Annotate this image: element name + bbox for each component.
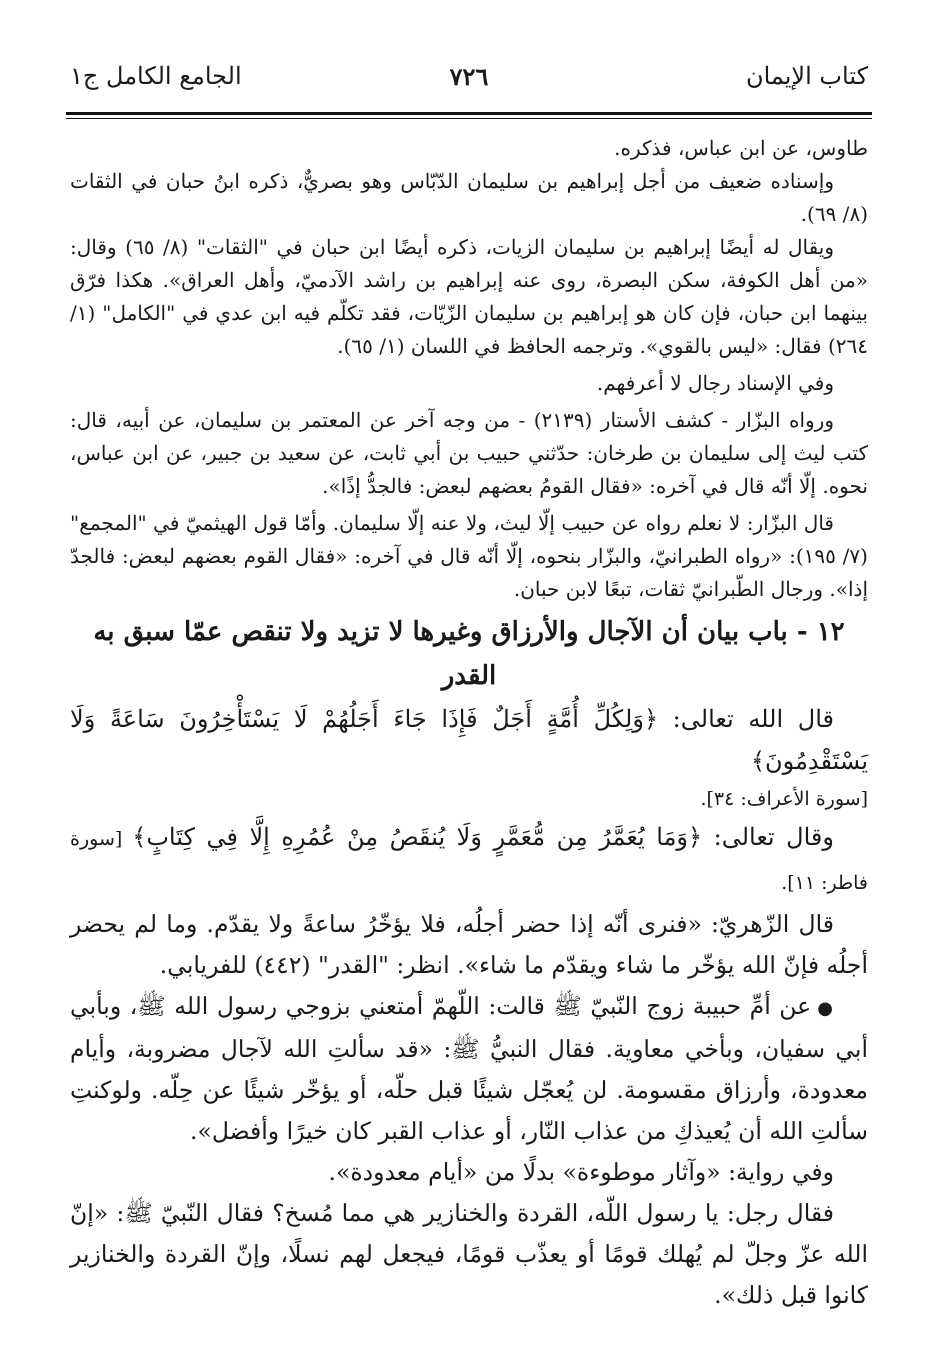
page-number: ٧٢٦ bbox=[449, 62, 489, 91]
chapter-heading: ١٢ - باب بيان أن الآجال والأرزاق وغيرها لا تزيد ولا تنقص عمّا سبق به القدر bbox=[93, 617, 845, 691]
footnote-paragraph: ورواه البزّار - كشف الأستار (٢١٣٩) - من وجه آخر عن المعتمر بن سليمان، عن أبيه، قال: كتب ليث إلى سليمان بن طرخان: حدّثني حبيب بن أبي ثابت، عن سعيد بن جبير، عن ابن عباس، نحوه. إلّا أنّه قال في آخره: «فقال القومُ بعضهم لبعض: فالجدُّ إذًا». bbox=[70, 408, 868, 498]
footnote-paragraph: قال البزّار: لا نعلم رواه عن حبيب إلّا ليث، ولا عنه إلّا سليمان. وأمّا قول الهيثميّ في "المجمع" (٧/ ١٩٥): «رواه الطبرانيّ، والبزّار بنحوه، إلّا أنّه قال في آخره: «فقال القوم بعضهم لبعض: فالجدّ إذا». ورجال الطّبرانيّ ثقات، تبعًا لابن حبان. bbox=[70, 511, 868, 601]
footnote-paragraph: وفي الإسناد رجال لا أعرفهم. bbox=[596, 371, 834, 395]
footnote-paragraph: طاوس، عن ابن عباس، فذكره. bbox=[614, 136, 868, 160]
footnote-paragraph: وإسناده ضعيف من أجل إبراهيم بن سليمان الدّبّاس وهو بصريٌّ، ذكره ابنُ حبان في الثقات (٨/ ٦٩). bbox=[70, 169, 868, 226]
book-title: الجامع الكامل ج١ bbox=[70, 62, 242, 90]
hadith-paragraph bbox=[70, 986, 868, 1152]
book-section-title: كتاب الإيمان bbox=[745, 62, 868, 90]
page-header bbox=[70, 62, 868, 102]
commentary-paragraph: قال الزّهريّ: «فنرى أنّه إذا حضر أجلُه، فلا يؤخّرُ ساعةً ولا يقدّم. وما لم يحضر أجلُه فإنّ الله يؤخّر ما شاء ويقدّم ما شاء». انظر: "القدر" (٤٤٢) للفريابي. bbox=[70, 910, 868, 979]
surah-reference: [سورة فاطر: ١١]. bbox=[70, 828, 868, 894]
surah-reference: [سورة الأعراف: ٣٤]. bbox=[700, 788, 868, 810]
quran-verse: ﴿وَلِكُلِّ أُمَّةٍ أَجَلٌ فَإِذَا جَاءَ أَجَلُهُمْ لَا يَسْتَأْخِرُونَ سَاعَةً وَلَا يَسْتَقْدِمُونَ﴾ bbox=[70, 705, 868, 775]
footnote-paragraph: ويقال له أيضًا إبراهيم بن سليمان الزيات، ذكره أيضًا ابن حبان في "الثقات" (٨/ ٦٥) وقال: «من أهل الكوفة، سكن البصرة، روى عنه إبراهيم بن راشد الآدميّ، وأهل العراق». هكذا فرّق بينهما ابن حبان، فإن كان هو إبراهيم بن سليمان الزّيّات، فقد تكلّم فيه ابن عدي في "الكامل" (١/ ٢٦٤) فقال: «ليس بالقوي». وترجمه الحافظ في اللسان (١/ ٦٥). bbox=[70, 235, 868, 358]
variant-narration: وفي رواية: «وآثار موطوءة» بدلًا من «أيام معدودة». bbox=[328, 1158, 834, 1186]
quran-reference bbox=[70, 782, 868, 816]
hadith-paragraph: فقال رجل: يا رسول اللّه، القردة والخنازير هي مما مُسخ؟ فقال النّبيّ ﷺ: «إنّ الله عزّ وجلّ لم يُهلك قومًا أو يعذّب قومًا، فيجعل لهم نسلًا، وإنّ القردة والخنازير كانوا قبل ذلك». bbox=[70, 1199, 868, 1309]
header-rule-thick bbox=[66, 112, 872, 115]
header-rule-thin bbox=[66, 118, 872, 119]
quran-verse: ﴿وَمَا يُعَمَّرُ مِن مُّعَمَّرٍ وَلَا يُنقَصُ مِنْ عُمُرِهِ إِلَّا فِي كِتَابٍ﴾ bbox=[132, 823, 703, 851]
quran-intro: وقال تعالى: bbox=[702, 823, 834, 851]
quran-citation bbox=[70, 816, 868, 904]
bullet-icon: ● bbox=[817, 998, 834, 1019]
quran-intro: قال الله تعالى: bbox=[658, 705, 834, 733]
hadith-text: عن أمِّ حبيبة زوج النّبيّ ﷺ قالت: اللّهمّ أمتعني بزوجي رسول الله ﷺ، وبأبي أبي سفيان، وبأخي معاوية. فقال النبيُّ ﷺ: «قد سألتِ الله لآجال مضروبة، وأيام معدودة، وأرزاق مقسومة. لن يُعجّل شيئًا قبل حلّه، أو يؤخّر شيئًا عن حِلّه. ولوكنتِ سألتِ الله أن يُعيذكِ من عذاب النّار، أو عذاب القبر كان خيرًا وأفضل». bbox=[70, 992, 868, 1145]
quran-citation bbox=[70, 698, 868, 782]
page-body bbox=[70, 132, 868, 1316]
